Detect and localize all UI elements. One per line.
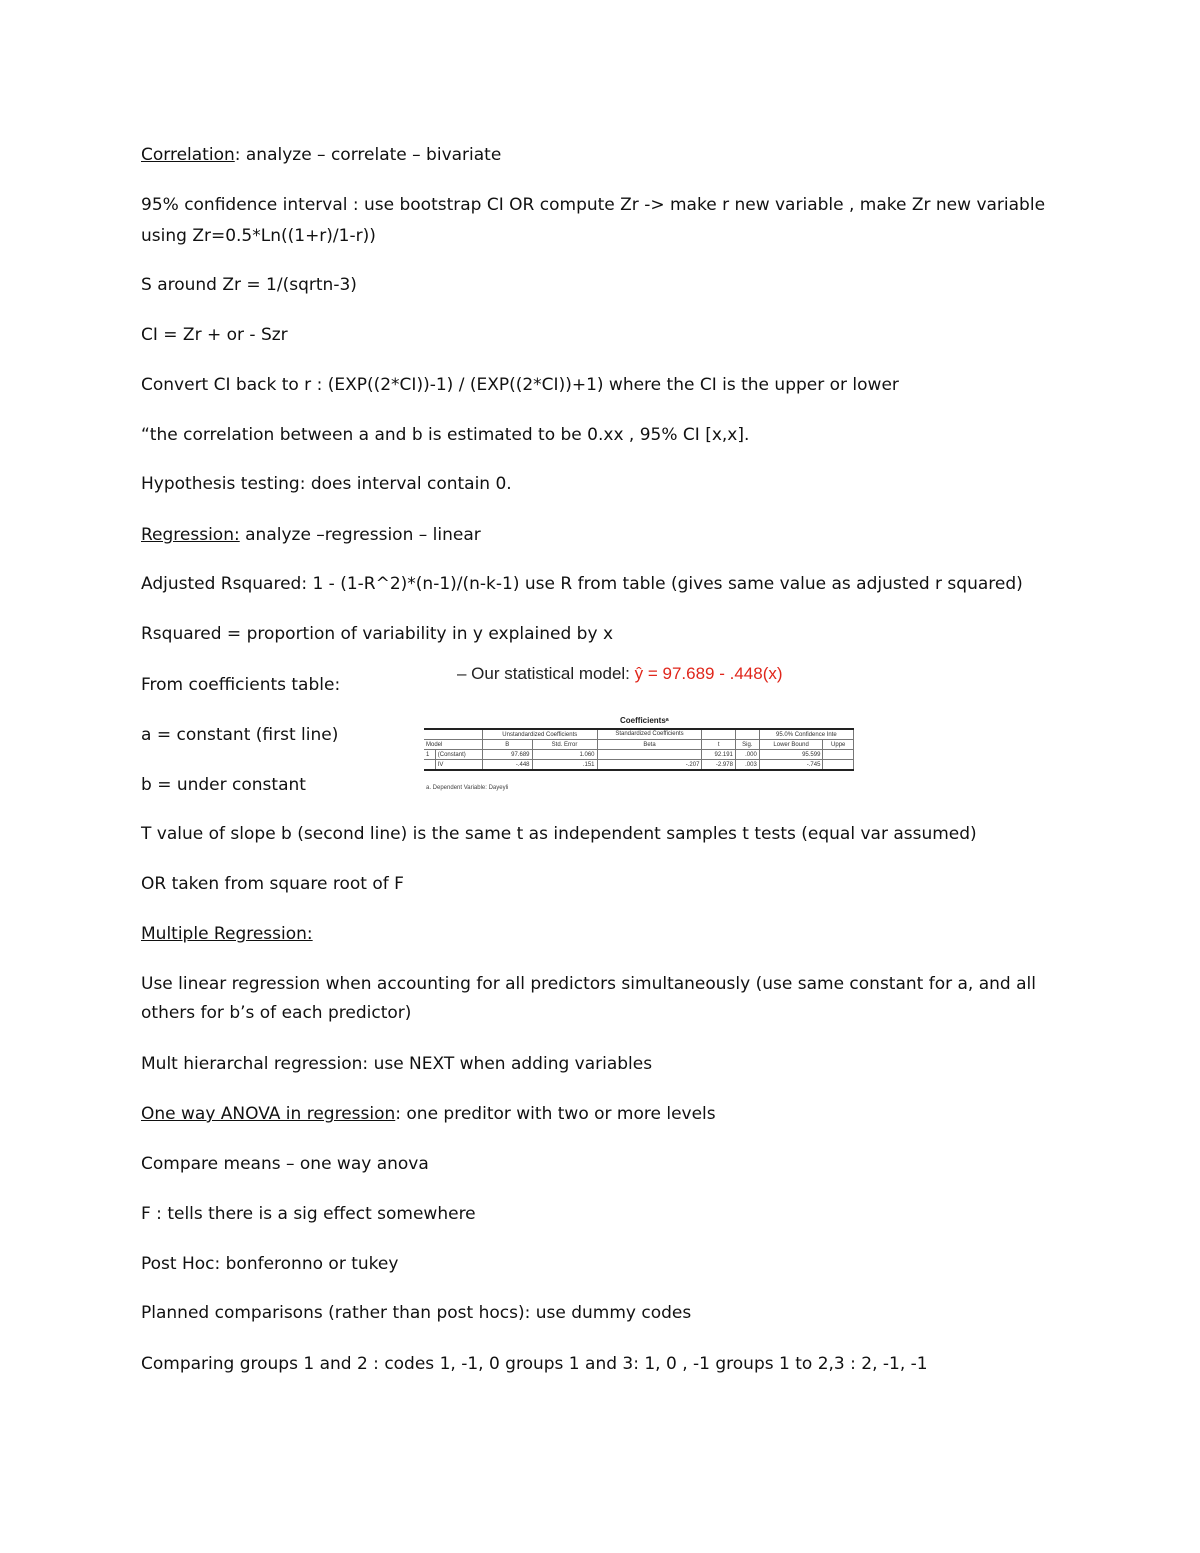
t-value-line: T value of slope b (second line) is the same t as independent samples t tests (equal var assumed) bbox=[141, 824, 977, 844]
col-upper-bound: Uppe bbox=[823, 740, 854, 750]
compare-means-line: Compare means – one way anova bbox=[141, 1154, 429, 1174]
model-prefix: – Our statistical model: bbox=[457, 664, 635, 683]
from-coef-line: From coefficients table: bbox=[141, 675, 341, 695]
col-t: t bbox=[702, 740, 735, 750]
table-footnote: a. Dependent Variable: Dayeyli bbox=[426, 785, 509, 791]
adjusted-line: Adjusted Rsquared: 1 - (1-R^2)*(n-1)/(n-k-1) use R from table (gives same value as adjusted r squared) bbox=[141, 574, 1023, 594]
coefficients-table bbox=[424, 728, 854, 771]
oneway-heading: One way ANOVA in regression bbox=[141, 1104, 396, 1124]
col-lower-bound: Lower Bound bbox=[759, 740, 823, 750]
post-hoc-line: Post Hoc: bonferonno or tukey bbox=[141, 1254, 399, 1274]
correlation-line bbox=[141, 141, 501, 170]
ci-line-1: 95% confidence interval : use bootstrap CI OR compute Zr -> make r new variable , make Zr new variable bbox=[141, 195, 1046, 215]
hypothesis-line: Hypothesis testing: does interval contain 0. bbox=[141, 474, 512, 494]
quote-line: “the correlation between a and b is estimated to be 0.xx , 95% CI [x,x]. bbox=[141, 425, 750, 445]
f-tells-line: F : tells there is a sig effect somewhere bbox=[141, 1204, 476, 1224]
correlation-heading: Correlation bbox=[141, 145, 235, 165]
header-confidence-interval: 95.0% Confidence Inte bbox=[759, 729, 853, 740]
table-header-row bbox=[424, 729, 854, 740]
col-sig: Sig. bbox=[735, 740, 759, 750]
comparing-line: Comparing groups 1 and 2 : codes 1, -1, 0 groups 1 and 3: 1, 0 , -1 groups 1 to 2,3 : 2, -1, -1 bbox=[141, 1354, 928, 1374]
table-row: 1 (Constant) 97.689 1.060 92.191 .000 95.599 bbox=[424, 750, 854, 760]
s-around-line: S around Zr = 1/(sqrtn-3) bbox=[141, 275, 357, 295]
multiple-regression-heading: Multiple Regression: bbox=[141, 924, 313, 944]
ci-line-2: using Zr=0.5*Ln((1+r)/1-r)) bbox=[141, 226, 376, 246]
col-b: B bbox=[483, 740, 532, 750]
correlation-steps: : analyze – correlate – bivariate bbox=[234, 145, 502, 165]
use-linear-line-1: Use linear regression when accounting for all predictors simultaneously (use same constant for a, and all bbox=[141, 974, 1036, 994]
statistical-model bbox=[457, 662, 783, 686]
oneway-line bbox=[141, 1100, 716, 1129]
rsquared-line: Rsquared = proportion of variability in y explained by x bbox=[141, 624, 613, 644]
convert-ci-line: Convert CI back to r : (EXP((2*CI))-1) / (EXP((2*CI))+1) where the CI is the upper or lower bbox=[141, 375, 899, 395]
mult-hier-line: Mult hierarchal regression: use NEXT when adding variables bbox=[141, 1054, 653, 1074]
table-subheader-row bbox=[424, 740, 854, 750]
oneway-desc: : one preditor with two or more levels bbox=[395, 1104, 716, 1124]
model-equation: ŷ = 97.689 - .448(x) bbox=[634, 664, 783, 683]
coefficients-table-title: Coefficientsᵃ bbox=[620, 716, 669, 725]
header-standardized: Standardized Coefficients bbox=[597, 729, 702, 740]
use-linear-line-2: others for b’s of each predictor) bbox=[141, 1003, 412, 1023]
header-unstandardized: Unstandardized Coefficients bbox=[483, 729, 598, 740]
a-constant-line: a = constant (first line) bbox=[141, 725, 339, 745]
table-row: IV -.448 .151 -.207 -2.978 .003 -.745 bbox=[424, 760, 854, 771]
planned-line: Planned comparisons (rather than post hocs): use dummy codes bbox=[141, 1303, 692, 1323]
regression-steps: analyze –regression – linear bbox=[239, 525, 481, 545]
col-beta: Beta bbox=[597, 740, 702, 750]
coefficients-table-container bbox=[424, 728, 846, 784]
regression-line bbox=[141, 521, 481, 550]
col-model: Model bbox=[424, 740, 483, 750]
regression-heading: Regression: bbox=[141, 525, 240, 545]
b-under-line: b = under constant bbox=[141, 775, 306, 795]
or-root-line: OR taken from square root of F bbox=[141, 874, 404, 894]
col-std-error: Std. Error bbox=[532, 740, 597, 750]
ci-formula-line: CI = Zr + or - Szr bbox=[141, 325, 288, 345]
